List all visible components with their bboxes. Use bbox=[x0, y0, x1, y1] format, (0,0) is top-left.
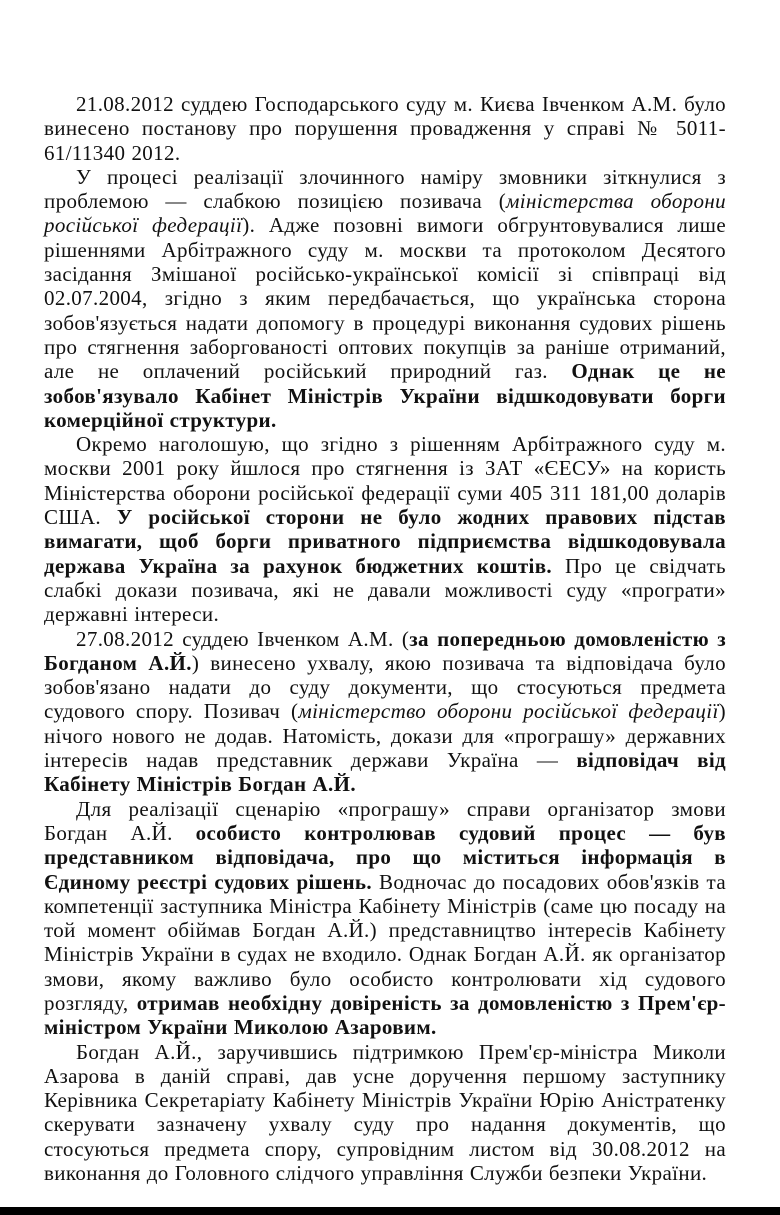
paragraph bbox=[44, 1040, 726, 1186]
text-run: ) винесено ухвалу, якою позивача та відповідача було зобов'язано надати до суду документи, що стосуються предмета судового спору. Позивач ( bbox=[44, 650, 726, 724]
bottom-edge-bar bbox=[0, 1207, 780, 1215]
text-run: У процесі реалізації злочинного наміру змовники зіткнулися з проблемою — слабкою позицією позивача ( bbox=[44, 164, 726, 214]
bold-text: отримав необхідну довіреність за домовленістю з Прем'єр-міністром України Миколою Азаровим. bbox=[44, 990, 726, 1040]
bold-text: за попередньою домовленістю з Богданом А.Й. bbox=[44, 626, 726, 675]
italic-text: міністерства оборони російської федерації bbox=[44, 189, 726, 238]
text-run: 27.08.2012 суддею Івченком А.М. ( bbox=[76, 626, 410, 651]
text-run: ) нічого нового не додав. Натомість, докази для «програшу» державних інтересів надав представник держави Україна — bbox=[44, 699, 726, 773]
paragraph bbox=[44, 92, 726, 165]
paragraph bbox=[44, 165, 726, 432]
paragraph bbox=[44, 627, 726, 797]
text-run: ). Адже позовні вимоги обгрунтовувалися лише рішеннями Арбітражного суду м. москви та протоколом Десятого засідання Змішаної російсько-української комісії зі співпраці від 02.07.2004, згідно з яким передбачається, що українська сторона зобов'язується надати допомогу в процедурі виконання судових рішень про стягнення заборгованості оптових покупців за раніше отриманий, але не оплачений російський природний газ. bbox=[44, 213, 726, 384]
bold-text: особисто контролював судовий процес — був представником відповідача, про що міститься інформація в Єдиному реєстрі судових рішень. bbox=[44, 820, 726, 894]
paragraph bbox=[44, 797, 726, 1040]
bold-text: Однак це не зобов'язувало Кабінет Міністрів України відшкодовувати борги комерційної структури. bbox=[44, 359, 726, 432]
bold-text: У російської сторони не було жодних правових підстав вимагати, щоб борги приватного підприємства відшкодовувала держава Україна за рахунок бюджетних коштів. bbox=[44, 505, 727, 578]
italic-text: міністерство оборони російської федерації bbox=[298, 699, 719, 724]
text-run: Водночас до посадових обов'язків та компетенції заступника Міністра Кабінету Міністрів (саме цю посаду на той момент обіймав Богдан А.Й.) представництво інтересів Кабінету Міністрів України в судах не входило. Однак Богдан А.Й. як організатор змови, якому важливо було особисто контролювати хід судового розгляду, bbox=[44, 869, 726, 1015]
text-run: Про це свідчать слабкі докази позивача, які не давали можливості суду «програти» державні інтереси. bbox=[44, 553, 726, 627]
text-run: Окремо наголошую, що згідно з рішенням Арбітражного суду м. москви 2001 року йшлося про стягнення із ЗАТ «ЄЕСУ» на користь Міністерства оборони російської федерації суми 405 311 181,00 доларів США. bbox=[44, 432, 726, 530]
text-run: Для реалізації сценарію «програшу» справи організатор змови Богдан А.Й. bbox=[44, 796, 726, 845]
bold-text: відповідач від Кабінету Міністрів Богдан А.Й. bbox=[44, 748, 727, 797]
text-run: 21.08.2012 суддею Господарського суду м. Києва Івченком А.М. було винесено постанову про порушення провадження у справі № 5011-61/11340 2012. bbox=[44, 92, 726, 165]
paragraph bbox=[44, 432, 726, 626]
document-body bbox=[44, 92, 726, 1185]
text-run: Богдан А.Й., заручившись підтримкою Прем'єр-міністра Миколи Азарова в даній справі, дав усне доручення першому заступнику Керівника Секретаріату Кабінету Міністрів України Юрію Аністратенку скерувати зазначену ухвалу суду про надання документів, що стосуються предмета спору, супровідним листом від 30.08.2012 на виконання до Головного слідчого управління Служби безпеки України. bbox=[44, 1039, 726, 1186]
